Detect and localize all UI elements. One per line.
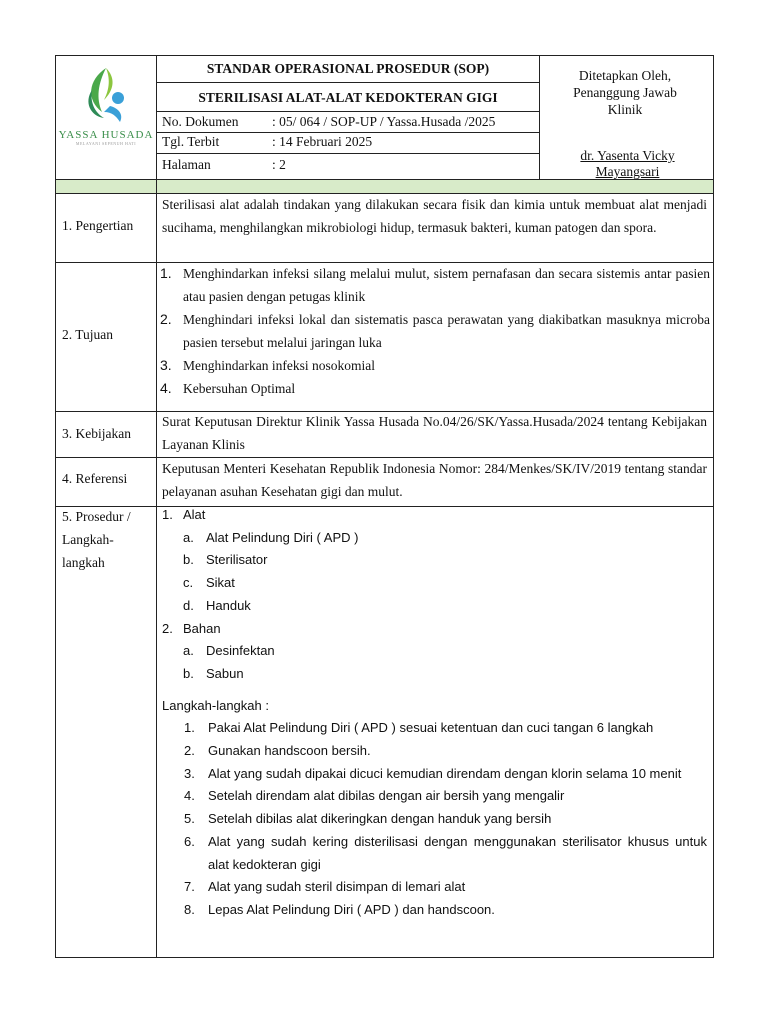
label-line: langkah (62, 555, 105, 570)
field-label-no-dokumen: No. Dokumen (162, 114, 239, 129)
step-text: Gunakan handscoon bersih. (208, 743, 371, 759)
step-item: 6. Alat yang sudah kering disterilisasi dengan menggunakan sterilisator khusus untuk alat kedokteran gigi (184, 831, 707, 876)
label-prosedur (62, 505, 131, 574)
step-item: 4. Setelah direndam alat dibilas dengan air bersih yang mengalir (184, 785, 707, 808)
alat-title: Alat (183, 507, 206, 522)
approver-name: dr. Yasenta Vicky Mayangsari (580, 148, 675, 179)
tujuan-item: Menghindarkan infeksi nosokomial (183, 358, 375, 373)
bahan-item: Sabun (206, 665, 244, 681)
tujuan-item: Menghindari infeksi lokal dan sistematis pasca perawatan yang diakibatkan masuknya microba pasien tersebut melalui jaringan luka (183, 312, 710, 350)
doc-title: STERILISASI ALAT-ALAT KEDOKTERAN GIGI (198, 90, 498, 105)
separator-row (156, 179, 714, 194)
step-item: 5. Setelah dibilas alat dikeringkan dengan handuk yang bersih (184, 808, 707, 831)
sop-title: STANDAR OPERASIONAL PROSEDUR (SOP) (206, 61, 490, 76)
steps-list (162, 717, 707, 921)
step-text: Alat yang sudah kering disterilisasi dengan menggunakan sterilisator khusus untuk alat kedokteran gigi (208, 833, 707, 872)
list-item: d. Handuk (183, 597, 251, 613)
bahan-title: Bahan (183, 620, 221, 636)
step-item: 8. Lepas Alat Pelindung Diri ( APD ) dan handscoon. (184, 899, 707, 922)
tujuan-item: Menghindarkan infeksi silang melalui mulut, sistem pernafasan dan secara sistemis antar pasien atau pasien dengan petugas klinik (183, 266, 710, 304)
org-tagline: MELAYANI SEPENUH HATI (75, 141, 137, 146)
org-logo (58, 60, 154, 170)
alat-item: Alat Pelindung Diri ( APD ) (206, 529, 359, 545)
org-name: YASSA HUSADA (58, 129, 154, 141)
list-item: 1. Menghindarkan infeksi silang melalui mulut, sistem pernafasan dan secara sistemis antar pasien atau pasien dengan petugas klinik (160, 262, 710, 308)
list-item: b. Sterilisator (183, 552, 268, 568)
step-item: 7. Alat yang sudah steril disimpan di lemari alat (184, 876, 707, 899)
prosedur-content (162, 504, 707, 922)
list-item: 3. Menghindarkan infeksi nosokomial (160, 354, 710, 377)
list-item: a. Alat Pelindung Diri ( APD ) (183, 529, 359, 545)
label-line: 5. Prosedur / (62, 509, 131, 524)
list-item: 2. Bahan (162, 620, 221, 636)
list-item: c. Sikat (183, 575, 235, 591)
field-label-halaman: Halaman (162, 157, 211, 172)
label-tujuan: 2. Tujuan (62, 327, 114, 342)
field-value-no-dokumen: : 05/ 064 / SOP-UP / Yassa.Husada /2025 (272, 114, 496, 129)
label-referensi: 4. Referensi (62, 471, 128, 486)
step-item: 2. Gunakan handscoon bersih. (184, 740, 707, 763)
step-text: Setelah dibilas alat dikeringkan dengan handuk yang bersih (208, 811, 552, 827)
list-item: a. Desinfektan (183, 643, 275, 659)
label-line: Langkah- (62, 532, 114, 547)
bahan-item: Desinfektan (206, 643, 275, 659)
pengertian-text: Sterilisasi alat adalah tindakan yang dilakukan secara fisik dan kimia untuk membuat alat menjadi sucihama, menghilangkan mikrobiologi hidup, termasuk bakteri, kuman patogen dan spora. (162, 197, 707, 235)
label-kebijakan: 3. Kebijakan (62, 426, 131, 441)
step-item: 1. Pakai Alat Pelindung Diri ( APD ) sesuai ketentuan dan cuci tangan 6 langkah (184, 717, 707, 740)
field-value-tgl-terbit: : 14 Februari 2025 (272, 134, 373, 149)
separator-row (55, 179, 157, 194)
tujuan-item: Kebersuhan Optimal (183, 381, 296, 396)
leaf-logo-icon (58, 60, 154, 130)
field-value-halaman: : 2 (272, 157, 286, 172)
step-text: Alat yang sudah dipakai dicuci kemudian direndam dengan klorin selama 10 menit (208, 765, 682, 781)
field-label-tgl-terbit: Tgl. Terbit (162, 134, 220, 149)
referensi-text: Keputusan Menteri Kesehatan Republik Indonesia Nomor: 284/Menkes/SK/IV/2019 tentang standar pelayanan asuhan Kesehatan gigi dan mulut. (162, 461, 707, 499)
doc-field-row (156, 153, 540, 180)
kebijakan-text: Surat Keputusan Direktur Klinik Yassa Husada No.04/26/SK/Yassa.Husada/2024 tentang Kebijakan Layanan Klinis (162, 414, 707, 452)
alat-item: Handuk (206, 597, 251, 613)
list-item: 2. Menghindari infeksi lokal dan sistematis pasca perawatan yang diakibatkan masuknya microba pasien tersebut melalui jaringan luka (160, 308, 710, 354)
step-text: Lepas Alat Pelindung Diri ( APD ) dan handscoon. (208, 901, 495, 917)
label-pengertian: 1. Pengertian (62, 218, 134, 233)
list-item: 4. Kebersuhan Optimal (160, 377, 710, 400)
list-item: 1. Alat (162, 507, 206, 522)
step-item: 3. Alat yang sudah dipakai dicuci kemudian direndam dengan klorin selama 10 menit (184, 763, 707, 786)
step-text: Alat yang sudah steril disimpan di lemari alat (208, 879, 466, 895)
step-text: Setelah direndam alat dibilas dengan air bersih yang mengalir (208, 788, 565, 804)
steps-title: Langkah-langkah : (162, 697, 269, 713)
list-item: b. Sabun (183, 665, 244, 681)
step-text: Pakai Alat Pelindung Diri ( APD ) sesuai ketentuan dan cuci tangan 6 langkah (208, 720, 654, 736)
approved-by: Ditetapkan Oleh, Penanggung Jawab Klinik (573, 68, 677, 117)
alat-item: Sterilisator (206, 552, 268, 568)
tujuan-list (160, 262, 710, 400)
alat-item: Sikat (206, 575, 235, 591)
